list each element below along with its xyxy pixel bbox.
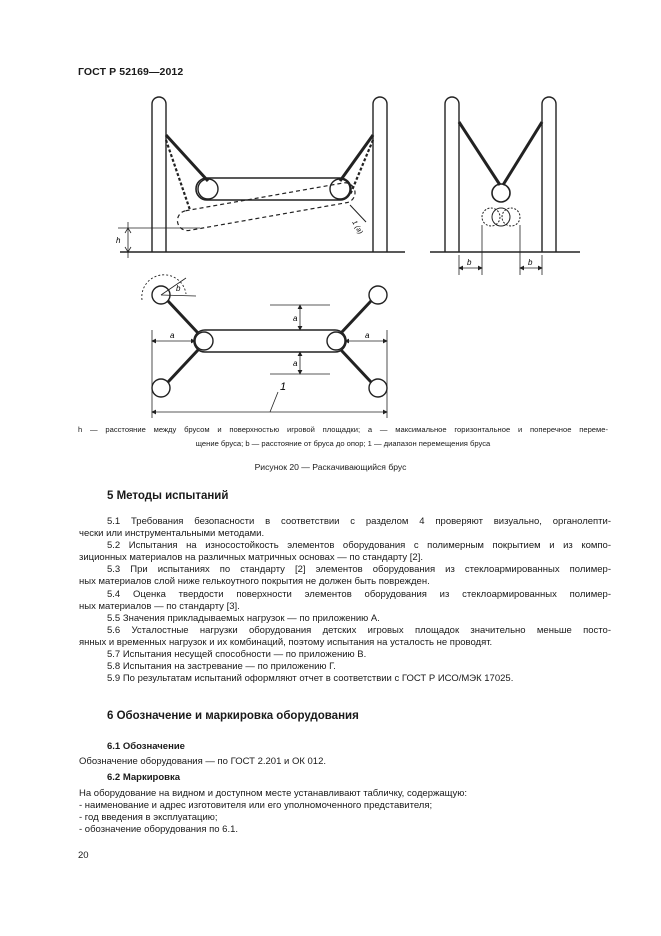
subsection-6-2-title: 6.2 Маркировка [107, 772, 181, 783]
label-h: h [116, 236, 121, 245]
label-a-bottom: a [293, 359, 298, 368]
label-a-top: a [293, 314, 298, 323]
figure-legend [78, 423, 608, 451]
para-5-4: 5.4 Оценка твердости поверхности элементов оборудования из стеклоармированных полимер- ных материалов — по стандарту [3]. [79, 588, 611, 612]
label-a-right: a [365, 331, 370, 340]
label-a-left: a [170, 331, 175, 340]
figure-caption: Рисунок 20 — Раскачивающийся брус [254, 462, 407, 472]
label-ruler-note: 1 (а) [350, 219, 364, 236]
document-header: ГОСТ Р 52169—2012 [78, 66, 184, 78]
para-5-7: 5.7 Испытания несущей способности — по приложению В. [107, 649, 367, 661]
figure-20-drawing [0, 0, 661, 420]
plan-view [142, 275, 387, 418]
section-5-body [79, 516, 611, 685]
page-number: 20 [78, 850, 89, 861]
marking-item: - год введения в эксплуатацию; [79, 812, 218, 824]
section-6-title: 6 Обозначение и маркировка оборудования [107, 710, 359, 722]
subsection-6-2-body: На оборудование на видном и доступном месте устанавливают табличку, содержащую: - наименование и адрес изготовителя или его уполномоченного представителя; - год введения в эксплуатацию; - обозначение оборудования по 6.1. [107, 788, 611, 836]
para-5-9: 5.9 По результатам испытаний оформляют отчет в соответствии с ГОСТ Р ИСО/МЭК 17025. [107, 673, 514, 685]
label-b-angle: b [176, 284, 181, 293]
legend-line-2: щение бруса; b — расстояние от бруса до опор; 1 — диапазон перемещения бруса [195, 439, 491, 448]
subsection-6-1-text: Обозначение оборудования — по ГОСТ 2.201 и ОК 012. [79, 756, 327, 767]
legend-line-1: h — расстояние между брусом и поверхностью игровой площадки; a — максимальное горизонтальное и поперечное переме- [78, 425, 608, 434]
section-5-title: 5 Методы испытаний [107, 490, 229, 502]
side-view [118, 97, 405, 258]
label-range: 1 [280, 381, 287, 393]
para-5-2: 5.2 Испытания на износостойкость элементов оборудования с полимерным покрытием и из компо- зиционных материалов на различных матричных основах — по стандарту [2]. [79, 540, 611, 564]
marking-item: - обозначение оборудования по 6.1. [79, 824, 239, 836]
marking-item: - наименование и адрес изготовителя или его уполномоченного представителя; [79, 800, 433, 812]
label-b-left: b [467, 258, 472, 267]
front-view [430, 97, 580, 275]
para-5-8: 5.8 Испытания на застревание — по приложению Г. [107, 661, 336, 673]
para-5-3: 5.3 При испытаниях по стандарту [2] элементов оборудования из стеклоармированных полимер- ных материалов слой ниже гелькоутного покрытия не должен быть поврежден. [79, 564, 611, 588]
para-5-1: 5.1 Требования безопасности в соответствии с разделом 4 проверяют визуально, органолепти- чески или инструментальными методами. [79, 516, 611, 540]
label-b-right: b [528, 258, 533, 267]
para-5-6: 5.6 Усталостные нагрузки оборудования детских игровых площадок значительно меньше посто- янных и временных нагрузок и их комбинаций, поэтому испытания на усталость не проводят. [79, 624, 611, 648]
subsection-6-1-title: 6.1 Обозначение [107, 741, 185, 752]
para-5-5: 5.5 Значения прикладываемых нагрузок — по приложению А. [107, 612, 380, 624]
